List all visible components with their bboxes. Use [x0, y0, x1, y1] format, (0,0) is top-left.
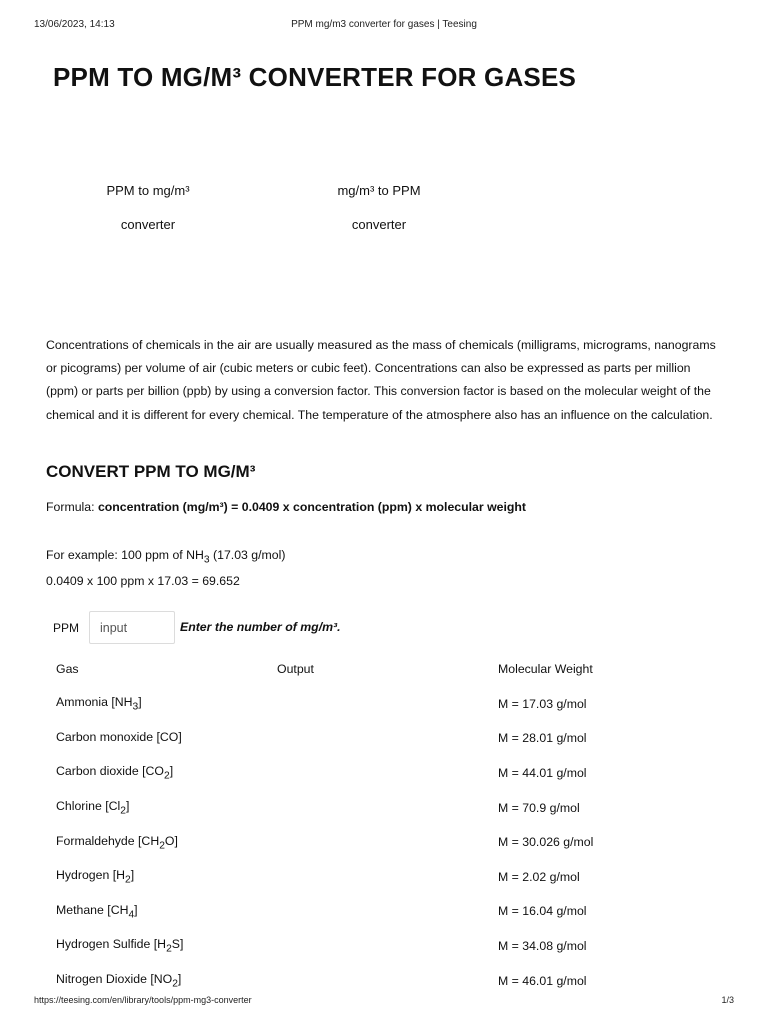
gas-output [267, 894, 488, 929]
table-row [46, 687, 726, 722]
gas-weight: M = 28.01 g/mol [498, 731, 587, 746]
gas-weight: M = 46.01 g/mol [498, 973, 587, 988]
gas-output [267, 756, 488, 791]
example-subscript: 3 [203, 554, 210, 566]
formula-label: Formula: [46, 500, 98, 514]
table-row [46, 963, 726, 998]
table-row [46, 894, 726, 929]
gas-weight: M = 17.03 g/mol [498, 696, 587, 711]
gas-name: Methane $[CH_4]$ [56, 902, 138, 921]
header-output: Output [277, 662, 314, 677]
tab-label: mg/m³ to PPM [337, 183, 421, 198]
formula-text: concentration (mg/m³) = 0.0409 x concentration (ppm) x molecular weight [97, 500, 527, 514]
gas-weight: M = 44.01 g/mol [498, 766, 587, 781]
table-row [46, 860, 726, 895]
formula-line [46, 500, 526, 514]
gas-name: Hydrogen Sulfide $[H_2S]$ [56, 937, 184, 955]
gas-name: Chlorine $[Cl_2]$ [56, 798, 130, 817]
print-page-title: PPM mg/m3 converter for gases | Teesing [291, 19, 477, 30]
gas-output [267, 687, 488, 722]
gas-output [267, 929, 488, 964]
tab-ppm-to-mg-converter[interactable] [83, 181, 213, 235]
gas-weight: M = 34.08 g/mol [498, 939, 587, 954]
gas-name: Formaldehyde $[CH_2O]$ [56, 833, 178, 851]
section-heading: CONVERT PPM TO MG/M³ [46, 462, 256, 481]
gas-output [267, 860, 488, 895]
ppm-hint: Enter the number of mg/m³. [180, 620, 341, 634]
table-row [46, 790, 726, 825]
example-prefix: For example: 100 ppm of NH [46, 548, 204, 562]
gas-output [267, 790, 488, 825]
print-header [34, 19, 734, 33]
tab-mg-to-ppm-converter[interactable] [314, 181, 444, 235]
gas-output [267, 963, 488, 998]
intro-paragraph: Concentrations of chemicals in the air are usually measured as the mass of chemicals (milligrams, micrograms, nanograms or picograms) per volume of air (cubic meters or cubic feet). Concentrations can also be expressed as parts per million (ppm) or parts per billion (ppb) by using a conversion factor. This conversion factor is based on the molecular weight of the chemical and it is different for every chemical. The temperature of the atmosphere also has an influence on the calculation. [46, 338, 716, 422]
gas-table [46, 652, 726, 998]
gas-name: Nitrogen Dioxide $[NO_2]$ [56, 971, 182, 990]
table-header-row [46, 652, 726, 687]
gas-weight: M = 16.04 g/mol [498, 904, 587, 919]
example-suffix: (17.03 g/mol) [209, 548, 286, 562]
header-molecular-weight: Molecular Weight [498, 662, 593, 677]
print-footer [34, 995, 734, 1009]
gas-name: Hydrogen $[H_2]$ [56, 868, 135, 886]
table-row [46, 756, 726, 791]
ppm-input[interactable] [89, 611, 175, 644]
print-datetime: 13/06/2023, 14:13 [34, 19, 115, 30]
tab-label-sub: converter [120, 217, 176, 232]
tab-label-sub: converter [351, 217, 407, 232]
example-calculation: 0.0409 x 100 ppm x 17.03 = 69.652 [46, 574, 240, 588]
gas-name: Ammonia $[NH_3]$ [56, 695, 142, 713]
table-row [46, 721, 726, 756]
gas-output [267, 721, 488, 756]
page-title: PPM TO MG/M³ CONVERTER FOR GASES [53, 62, 577, 92]
print-page-number: 1/3 [721, 995, 734, 1005]
table-row [46, 825, 726, 860]
gas-weight: M = 70.9 g/mol [498, 800, 580, 815]
ppm-label: PPM [53, 621, 80, 635]
gas-output [267, 825, 488, 860]
gas-weight: M = 2.02 g/mol [498, 869, 580, 884]
print-url: https://teesing.com/en/library/tools/ppm-mg3-converter [34, 995, 252, 1005]
gas-name: Carbon dioxide $[CO_2]$ [56, 764, 174, 782]
example-line [46, 548, 285, 565]
table-row [46, 929, 726, 964]
header-gas: Gas [56, 662, 79, 677]
tab-label: PPM to mg/m³ [106, 183, 190, 198]
gas-weight: M = 30.026 g/mol [498, 835, 594, 850]
gas-name: Carbon monoxide [CO] [56, 729, 182, 744]
